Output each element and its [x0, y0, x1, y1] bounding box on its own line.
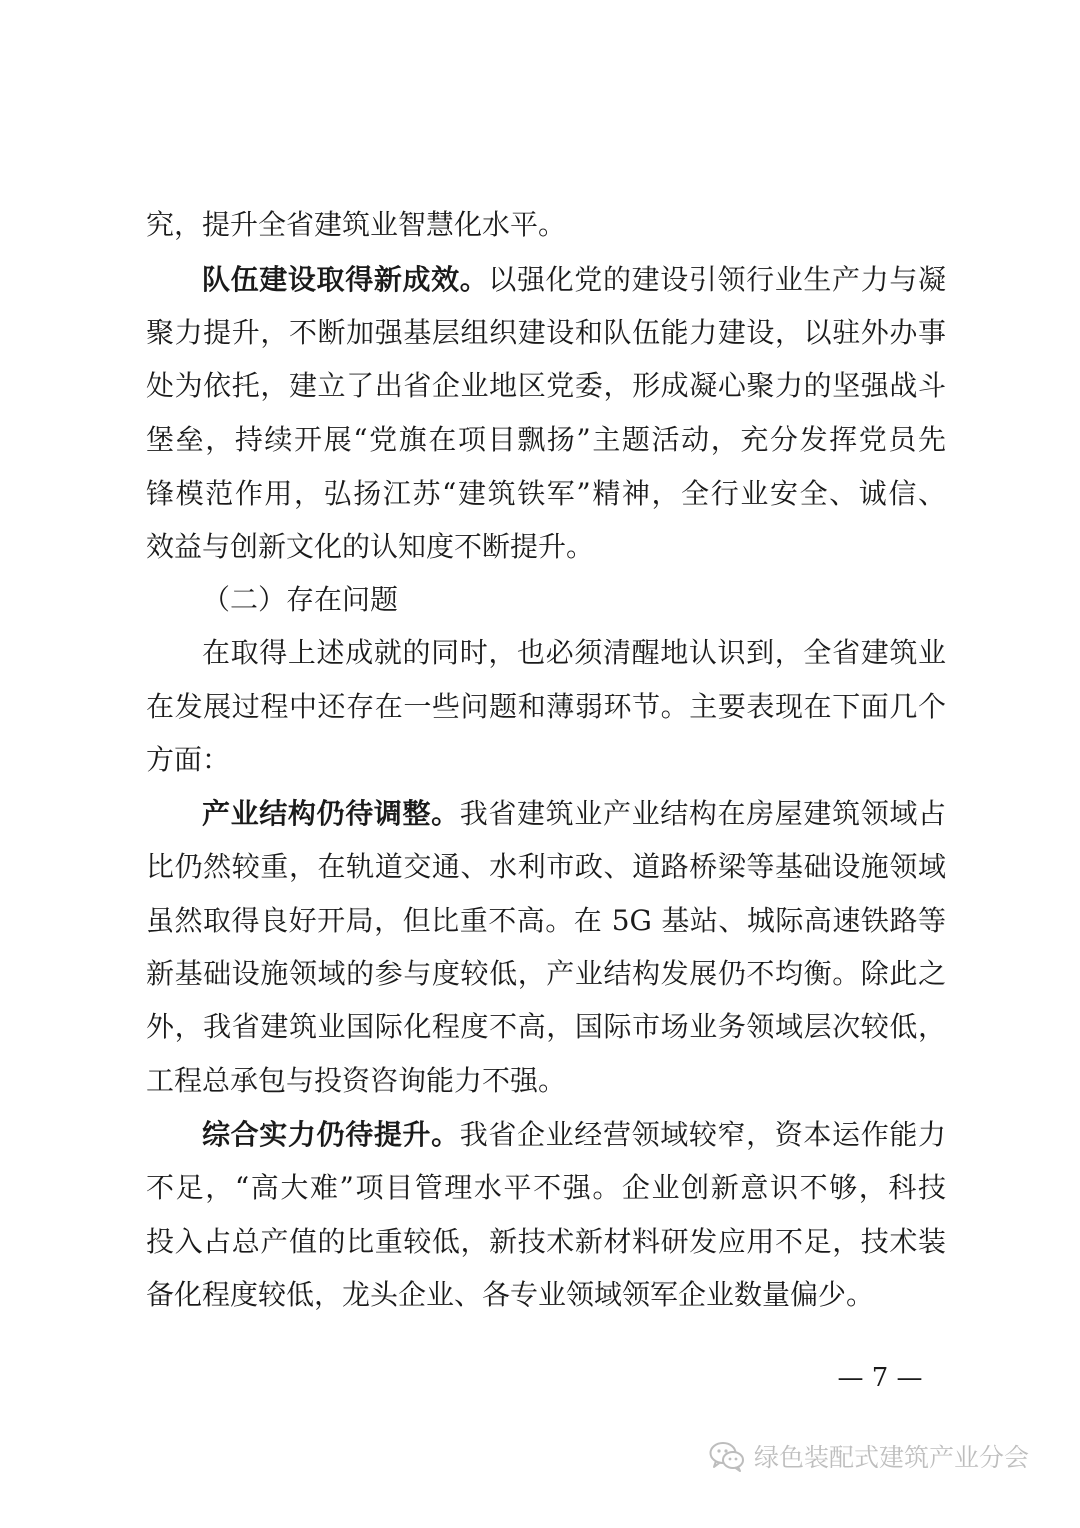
- page-number: — 7 —: [837, 1363, 923, 1393]
- paragraph-line: 锋模范作用，弘扬江苏“建筑铁军”精神，全行业安全、诚信、: [146, 477, 946, 510]
- paragraph-line: 不足，“高大难”项目管理水平不强。企业创新意识不够，科技: [146, 1171, 946, 1204]
- paragraph-line: [202, 1115, 946, 1155]
- paragraph-line: 在发展过程中还存在一些问题和薄弱环节。主要表现在下面几个: [146, 690, 946, 723]
- bold-lead: 产业结构仍待调整。: [202, 797, 460, 830]
- wechat-icon: [708, 1440, 746, 1472]
- paragraph-line: 投入占总产值的比重较低，新技术新材料研发应用不足，技术装: [146, 1225, 946, 1258]
- bold-lead: 综合实力仍待提升。: [202, 1118, 460, 1151]
- paragraph-line: 外，我省建筑业国际化程度不高，国际市场业务领域层次较低，: [146, 1010, 946, 1043]
- paragraph-line: 新基础设施领域的参与度较低，产业结构发展仍不均衡。除此之: [146, 957, 946, 990]
- paragraph-line: 处为依托，建立了出省企业地区党委，形成凝心聚力的坚强战斗: [146, 369, 946, 402]
- paragraph-text: 我省企业经营领域较窄，资本运作能力: [459, 1118, 946, 1151]
- paragraph-line: 在取得上述成就的同时，也必须清醒地认识到，全省建筑业: [202, 636, 946, 669]
- paragraph-line: 比仍然较重，在轨道交通、水利市政、道路桥梁等基础设施领域: [146, 850, 946, 883]
- paragraph-text: 我省建筑业产业结构在房屋建筑领域占: [459, 797, 946, 830]
- paragraph-line: 堡垒，持续开展“党旗在项目飘扬”主题活动，充分发挥党员先: [146, 423, 946, 456]
- section-heading: （二）存在问题: [202, 583, 399, 616]
- paragraph-line: 究，提升全省建筑业智慧化水平。: [146, 208, 567, 241]
- paragraph-text: 以强化党的建设引领行业生产力与凝: [488, 263, 946, 296]
- paragraph-line: [202, 794, 946, 834]
- paragraph-line: [202, 260, 946, 300]
- paragraph-line: 工程总承包与投资咨询能力不强。: [146, 1064, 567, 1097]
- paragraph-line: 效益与创新文化的认知度不断提升。: [146, 530, 595, 563]
- paragraph-line: 虽然取得良好开局，但比重不高。在 5G 基站、城际高速铁路等: [146, 904, 946, 937]
- paragraph-line: 聚力提升，不断加强基层组织建设和队伍能力建设，以驻外办事: [146, 316, 946, 349]
- bold-lead: 队伍建设取得新成效。: [202, 263, 489, 296]
- paragraph-line: 备化程度较低，龙头企业、各专业领域领军企业数量偏少。: [146, 1278, 875, 1311]
- paragraph-line: 方面：: [146, 743, 231, 776]
- watermark-text: 绿色装配式建筑产业分会: [754, 1443, 1030, 1472]
- watermark: [708, 1436, 1058, 1476]
